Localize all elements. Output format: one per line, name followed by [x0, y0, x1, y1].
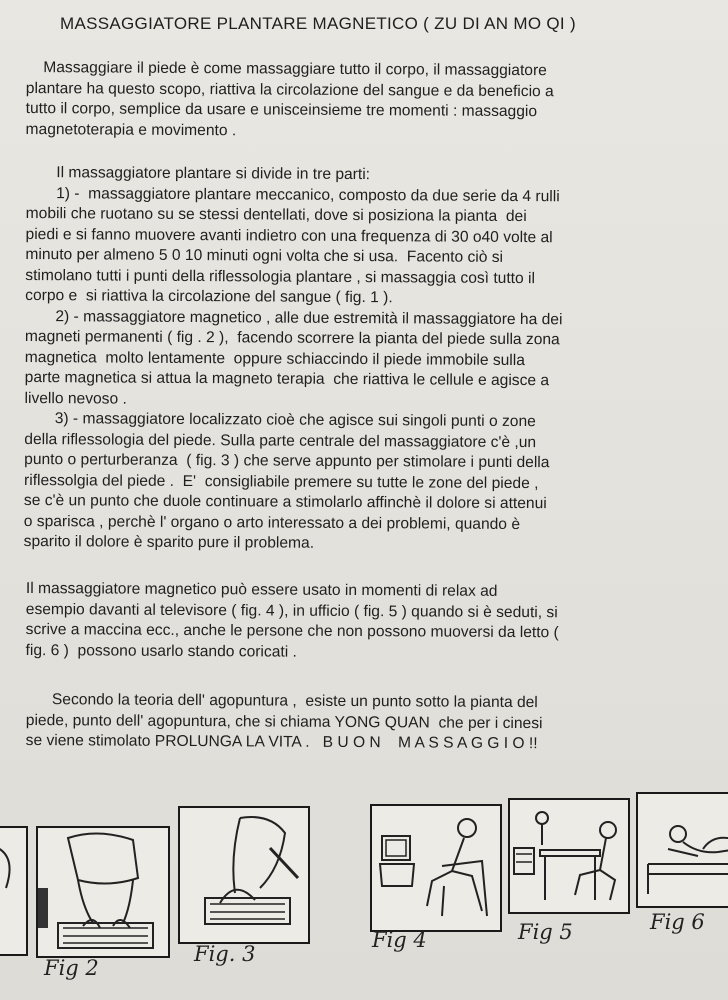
text-line: corpo e si riattiva la circolazione del sangue ( fig. 1 ).	[25, 286, 393, 307]
text-line: piede, punto dell' agopuntura, che si chiama YONG QUAN che per i cinesi	[25, 711, 543, 732]
text-line: mobili che ruotano su se stessi dentellati, dove si posiziona la pianta dei	[25, 204, 527, 226]
text-line: o sparisca , perchè l' organo o arto interessato a dei problemi, quando è	[23, 512, 521, 533]
text-line: punto o perturberanza ( fig. 3 ) che serve appunto per stimolare i punti della	[24, 450, 550, 472]
text-line: livello nevoso .	[24, 389, 127, 408]
paragraph-usage	[25, 579, 559, 664]
text-line: magnetica molto lentamente oppure schiaccindo il piede immobile sulla	[24, 348, 525, 369]
paragraph-intro	[25, 58, 553, 143]
text-line: esempio davanti al televisore ( fig. 4 ), in ufficio ( fig. 5 ) quando si è seduti, si	[25, 600, 558, 621]
text-line: Il massaggiatore magnetico può essere usato in momenti di relax ad	[25, 580, 498, 600]
figure-6-caption: Fig 6	[650, 910, 705, 934]
text-line: Massaggiare il piede è come massaggiare tutto il corpo, il massaggiatore	[25, 58, 547, 80]
text-line: magnetoterapia e movimento .	[25, 120, 237, 139]
text-line: riflessolgia del piede . E' consigliabile premere su tutte le zone del piede ,	[24, 471, 539, 492]
figure-5-caption: Fig 5	[518, 920, 573, 944]
text-line: sparito il dolore è sparito pure il problema.	[23, 532, 315, 552]
figure-3-caption: Fig. 3	[194, 942, 256, 966]
text-line: 1) - massaggiatore plantare meccanico, composto da due serie da 4 rulli	[25, 184, 560, 205]
figure-4-caption: Fig 4	[372, 928, 427, 952]
text-line: Il massaggiatore plantare si divide in tre parti:	[25, 163, 371, 184]
text-line: stimolano tutti i punti della riflessologia plantare , si massaggia così tutto il	[25, 266, 536, 287]
figure-4-image	[370, 804, 502, 932]
text-line: 3) - massaggiatore localizzato cioè che agisce sui singoli punti o zone	[24, 409, 536, 431]
figure-3-image	[178, 806, 310, 944]
text-line: 2) - massaggiatore magnetico , alle due estremità il massaggiatore ha dei	[25, 307, 563, 328]
figure-2-image	[36, 826, 170, 958]
paragraph-acupuncture	[26, 690, 543, 755]
text-line: plantare ha questo scopo, riattiva la circolazione del sangue e da beneficio a	[25, 79, 554, 100]
text-line: tutto il corpo, semplice da usare e unisceinsieme tre momenti : massaggio	[25, 99, 538, 121]
text-line: parte magnetica si attua la magneto terapia che riattiva le cellule e agisce a	[24, 368, 550, 390]
text-line: se c'è un punto che duole continuare a stimolarlo affinchè il dolore si attenui	[23, 491, 547, 513]
paragraph-parts	[24, 163, 564, 556]
text-line: magneti permanenti ( fig . 2 ), facendo scorrere la pianta del piede sulla zona	[24, 327, 560, 349]
figure-6-image	[636, 792, 728, 908]
figure-2-caption: Fig 2	[44, 956, 99, 980]
text-line: minuto per almeno 5 0 10 minuti ogni volta che si usa. Facento ciò si	[25, 245, 504, 266]
text-line: della riflessologia del piede. Sulla parte centrale del massaggiatore c'è ,un	[24, 430, 537, 451]
text-line: piedi e si fanno muovere avanti indietro con una frequenza di 30 o40 volte al	[25, 225, 553, 246]
partial-figure-edge	[0, 826, 28, 956]
text-line: Secondo la teoria dell' agopuntura , esiste un punto sotto la pianta del	[25, 691, 538, 712]
document-title: MASSAGGIATORE PLANTARE MAGNETICO ( ZU DI AN MO QI )	[60, 14, 576, 33]
text-line: scrive a maccina ecc., anche le persone che non possono muoversi da letto (	[25, 620, 559, 642]
text-line: se viene stimolato PROLUNGA LA VITA . B U O N M A S S A G G I O !!	[25, 731, 538, 753]
figure-5-image	[508, 798, 630, 914]
text-line: fig. 6 ) possono usarlo stando coricati .	[25, 641, 297, 661]
